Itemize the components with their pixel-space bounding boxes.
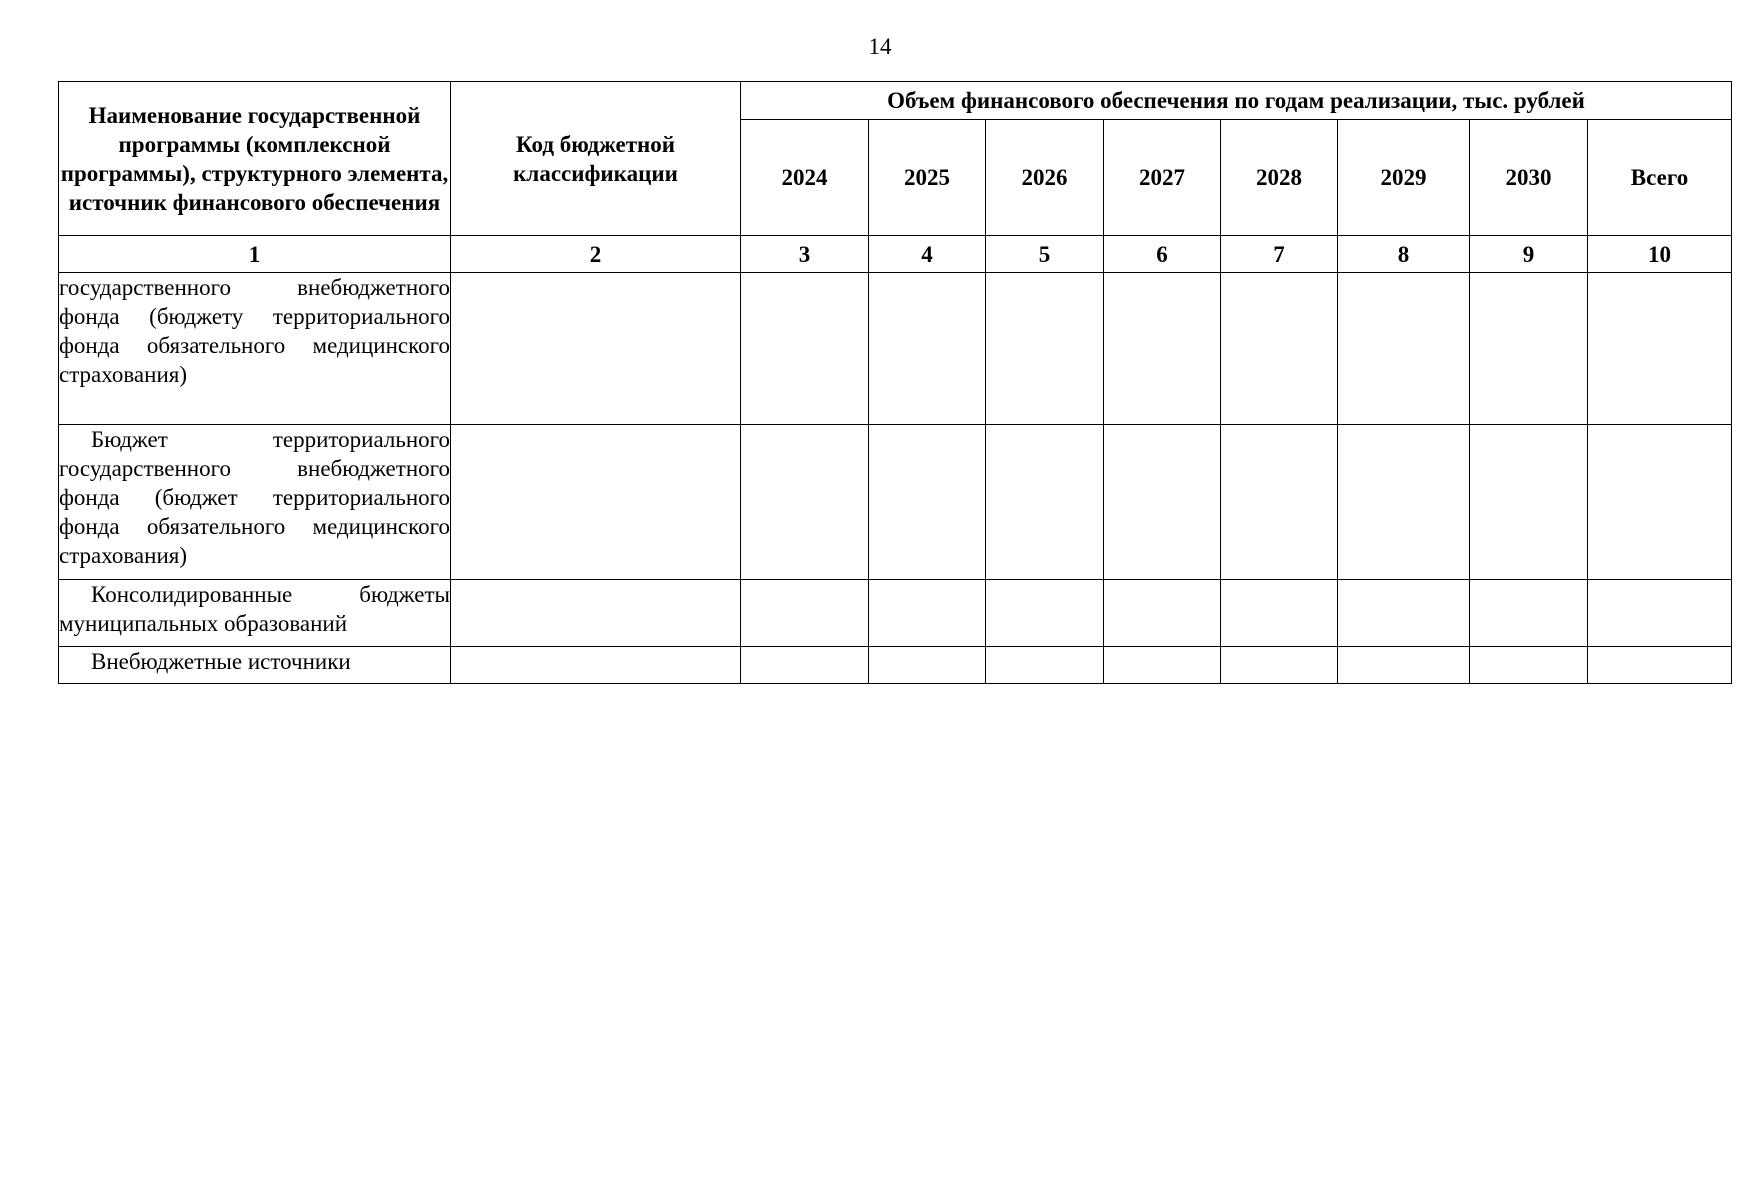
row-value-cell	[1470, 580, 1588, 647]
header-year: 2025	[869, 120, 986, 236]
row-value-cell	[1221, 425, 1338, 580]
row-value-cell	[1338, 647, 1470, 684]
table-row	[59, 425, 1732, 580]
row-value-cell	[1221, 580, 1338, 647]
row-value-cell	[1221, 273, 1338, 425]
page-number: 14	[868, 34, 892, 59]
row-source-name-text: государственного внебюджетного фонда (бюджету территориального фонда обязательного медицинского страхования)	[59, 275, 450, 387]
column-number: 7	[1221, 236, 1338, 273]
header-year: 2028	[1221, 120, 1338, 236]
column-number: 9	[1470, 236, 1588, 273]
row-value-cell	[869, 580, 986, 647]
row-source-name-text: Бюджет территориального государственного внебюджетного фонда (бюджет территориального фонда обязательного медицинского страхования)	[59, 427, 450, 568]
row-value-cell	[1104, 273, 1221, 425]
table-row	[59, 273, 1732, 425]
row-source-name	[59, 273, 451, 425]
row-value-cell	[741, 425, 869, 580]
row-total-cell	[1588, 425, 1732, 580]
header-year: 2027	[1104, 120, 1221, 236]
column-number-row	[59, 236, 1732, 273]
row-source-name	[59, 425, 451, 580]
row-code-cell	[451, 425, 741, 580]
row-value-cell	[986, 647, 1104, 684]
header-year: 2029	[1338, 120, 1470, 236]
column-number: 2	[451, 236, 741, 273]
row-value-cell	[1221, 647, 1338, 684]
column-number: 10	[1588, 236, 1732, 273]
row-total-cell	[1588, 647, 1732, 684]
row-source-name	[59, 647, 451, 684]
header-year: 2030	[1470, 120, 1588, 236]
header-row-top	[59, 82, 1732, 120]
row-code-cell	[451, 273, 741, 425]
row-value-cell	[741, 580, 869, 647]
row-value-cell	[1470, 273, 1588, 425]
row-value-cell	[869, 647, 986, 684]
header-name-column: Наименование государственной программы (комплексной программы), структурного элемента, источник финансового обеспечения	[59, 82, 451, 236]
table-row	[59, 580, 1732, 647]
row-value-cell	[1104, 647, 1221, 684]
header-year: 2024	[741, 120, 869, 236]
row-code-cell	[451, 647, 741, 684]
header-year: 2026	[986, 120, 1104, 236]
row-value-cell	[741, 273, 869, 425]
row-value-cell	[1104, 580, 1221, 647]
row-value-cell	[869, 273, 986, 425]
row-code-cell	[451, 580, 741, 647]
row-value-cell	[986, 580, 1104, 647]
column-number: 3	[741, 236, 869, 273]
row-total-cell	[1588, 580, 1732, 647]
column-number: 5	[986, 236, 1104, 273]
row-value-cell	[1338, 580, 1470, 647]
header-total: Всего	[1588, 120, 1732, 236]
header-code-column: Код бюджетной классификации	[451, 82, 741, 236]
row-source-name-text: Консолидированные бюджеты муниципальных образований	[59, 582, 450, 636]
row-value-cell	[986, 273, 1104, 425]
row-source-name-text: Внебюджетные источники	[91, 649, 351, 674]
financing-table	[58, 81, 1732, 684]
row-source-name	[59, 580, 451, 647]
column-number: 8	[1338, 236, 1470, 273]
row-value-cell	[741, 647, 869, 684]
row-value-cell	[1338, 273, 1470, 425]
row-value-cell	[1470, 647, 1588, 684]
row-value-cell	[1470, 425, 1588, 580]
row-value-cell	[1104, 425, 1221, 580]
table-row	[59, 647, 1732, 684]
row-value-cell	[986, 425, 1104, 580]
column-number: 4	[869, 236, 986, 273]
row-value-cell	[869, 425, 986, 580]
column-number: 6	[1104, 236, 1221, 273]
row-value-cell	[1338, 425, 1470, 580]
header-volume-group: Объем финансового обеспечения по годам реализации, тыс. рублей	[741, 82, 1732, 120]
row-total-cell	[1588, 273, 1732, 425]
column-number: 1	[59, 236, 451, 273]
